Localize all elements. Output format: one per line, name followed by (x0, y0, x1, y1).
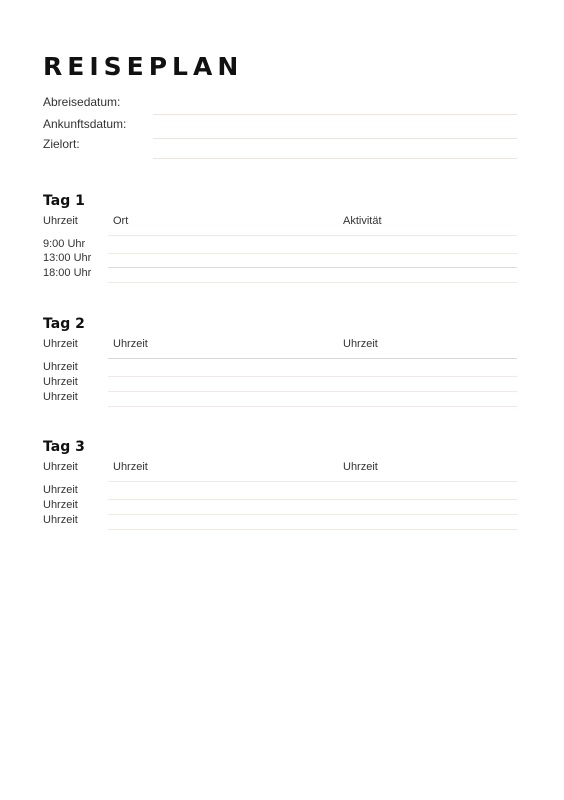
day-2-section (43, 316, 517, 411)
day-3-row[interactable] (43, 514, 517, 529)
day-1-header-time: Uhrzeit (43, 215, 78, 227)
day-3-row-time: Uhrzeit (43, 514, 78, 526)
day-2-row-time: Uhrzeit (43, 391, 78, 403)
day-3-header-2: Uhrzeit (113, 461, 148, 473)
destination-label: Zielort: (43, 137, 80, 151)
page-title: REISEPLAN (43, 52, 244, 81)
day-1-title: Tag 1 (43, 193, 85, 209)
day-1-header-line (108, 235, 517, 236)
day-1-header-activity: Aktivität (343, 215, 382, 227)
day-1-row[interactable] (43, 238, 517, 253)
arrival-date-field[interactable] (43, 117, 517, 137)
day-3-title: Tag 3 (43, 439, 85, 455)
day-1-header-place: Ort (113, 215, 129, 227)
departure-date-label: Abreisedatum: (43, 95, 121, 109)
day-2-row[interactable] (43, 391, 517, 406)
day-1-section (43, 193, 517, 288)
day-2-title: Tag 2 (43, 316, 85, 332)
day-1-row[interactable] (43, 267, 517, 282)
day-3-row-time: Uhrzeit (43, 484, 78, 496)
day-2-header-2: Uhrzeit (113, 338, 148, 350)
arrival-date-label: Ankunftsdatum: (43, 117, 127, 131)
day-1-row-time: 18:00 Uhr (43, 267, 92, 279)
day-1-row-time: 13:00 Uhr (43, 252, 92, 264)
destination-line (153, 158, 517, 159)
departure-date-line (153, 95, 517, 115)
day-3-row[interactable] (43, 499, 517, 514)
day-2-row-time: Uhrzeit (43, 376, 78, 388)
day-2-row-time: Uhrzeit (43, 361, 78, 373)
day-3-header-line (108, 481, 517, 482)
day-2-row-line (108, 406, 517, 407)
day-1-row-line (108, 282, 517, 283)
day-1-row[interactable] (43, 252, 517, 267)
day-3-header-3: Uhrzeit (343, 461, 378, 473)
day-2-header-3: Uhrzeit (343, 338, 378, 350)
day-3-section (43, 439, 517, 534)
day-3-row-line (108, 529, 517, 530)
departure-date-field[interactable] (43, 95, 517, 115)
day-3-row-time: Uhrzeit (43, 499, 78, 511)
day-3-row[interactable] (43, 484, 517, 499)
destination-field[interactable] (43, 137, 517, 157)
day-2-header-time: Uhrzeit (43, 338, 78, 350)
day-2-row[interactable] (43, 376, 517, 391)
day-2-header-line (108, 358, 517, 359)
day-3-header-time: Uhrzeit (43, 461, 78, 473)
day-2-row[interactable] (43, 361, 517, 376)
day-1-row-time: 9:00 Uhr (43, 238, 86, 250)
